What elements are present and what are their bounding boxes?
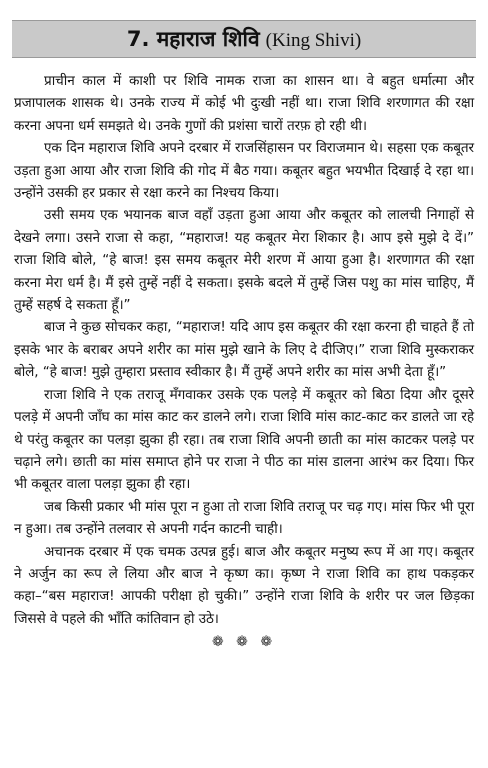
title-hindi: 7. महाराज शिवि bbox=[126, 27, 260, 51]
paragraph-1: प्राचीन काल में काशी पर शिवि नामक राजा का शासन था। वे बहुत धर्मात्मा और प्रजापालक शासक थे। उनके राज्य में कोई भी दुःखी नहीं था। राजा शिवि शरणागत की रक्षा करना अपना धर्म समझते थे। उनके गुणों की प्रशंसा चारों तरफ़ हो रही थी। bbox=[14, 73, 474, 134]
paragraph-7: अचानक दरबार में एक चमक उत्पन्न हुई। बाज और कबूतर मनुष्य रूप में आ गए। कबूतर ने अर्जुन का रूप ले लिया और बाज ने कृष्ण का। कृष्ण ने राजा शिवि का हाथ पकड़कर कहा–“बस महाराज! आपकी परीक्षा हो चुकी।” उन्होंने राजा शिवि के शरीर पर जल छिड़का जिससे वे पहले की भाँति कांतिवान हो उठे। bbox=[14, 543, 474, 627]
title-english: (King Shivi) bbox=[265, 30, 362, 51]
paragraph-2: एक दिन महाराज शिवि अपने दरबार में राजसिंहासन पर विराजमान थे। सहसा एक कबूतर उड़ता हुआ आया और राजा शिवि की गोद में बैठ गया। कबूतर बहुत भयभीत दिखाई दे रहा था। उन्होंने उसकी हर प्रकार से रक्षा करने का निश्चय किया। bbox=[14, 140, 474, 202]
paragraph-6: जब किसी प्रकार भी मांस पूरा न हुआ तो राजा शिवि तराजू पर चढ़ गए। मांस फिर भी पूरा न हुआ। तब उन्होंने तलवार से अपनी गर्दन काटनी चाही। bbox=[14, 498, 474, 538]
end-ornament-icon: ❁ ❁ ❁ bbox=[211, 634, 277, 651]
story-body bbox=[12, 70, 476, 630]
paragraph-4: बाज ने कुछ सोचकर कहा, “महाराज! यदि आप इस कबूतर की रक्षा करना ही चाहते हैं तो इसके भार के बराबर अपने शरीर का मांस मुझे खाने के लिए दे दीजिए।” राजा शिवि मुस्कराकर बोले, “हे बाज! मुझे तुम्हारा प्रस्ताव स्वीकार है। मैं तुम्हें अपने शरीर का मांस अभी देता हूँ।” bbox=[14, 319, 474, 381]
paragraph-5: राजा शिवि ने एक तराजू मँगवाकर उसके एक पलड़े में कबूतर को बिठा दिया और दूसरे पलड़े में अपनी जाँघ का मांस काट कर डालने लगे। राजा शिवि मांस काट-काट कर डालते जा रहे थे परंतु कबूतर का पलड़ा झुका ही रहा। तब राजा शिवि अपनी छाती का मांस काटकर पलड़े पर चढ़ाने लगे। छाती का मांस समाप्त होने पर राजा ने पीठ का मांस डालना आरंभ कर दिया। फिर भी कबूतर वाला पलड़ा झुका ही रहा। bbox=[14, 386, 474, 493]
page-title bbox=[127, 25, 361, 53]
title-banner bbox=[12, 20, 476, 58]
paragraph-3: उसी समय एक भयानक बाज वहाँ उड़ता हुआ आया और कबूतर को लालची निगाहों से देखने लगा। उसने राजा से कहा, “महाराज! यह कबूतर मेरा शिकार है। आप इसे मुझे दे दें।” राजा शिवि बोले, “हे बाज! इस समय कबूतर मेरी शरण में आया हुआ है। शरणागत की रक्षा करना मेरा धर्म है। मैं इसे तुम्हें नहीं दे सकता। इसके बदले में तुम्हें जिस पशु का मांस चाहिए, मैं तुम्हें सहर्ष दे सकता हूँ।” bbox=[14, 207, 474, 314]
